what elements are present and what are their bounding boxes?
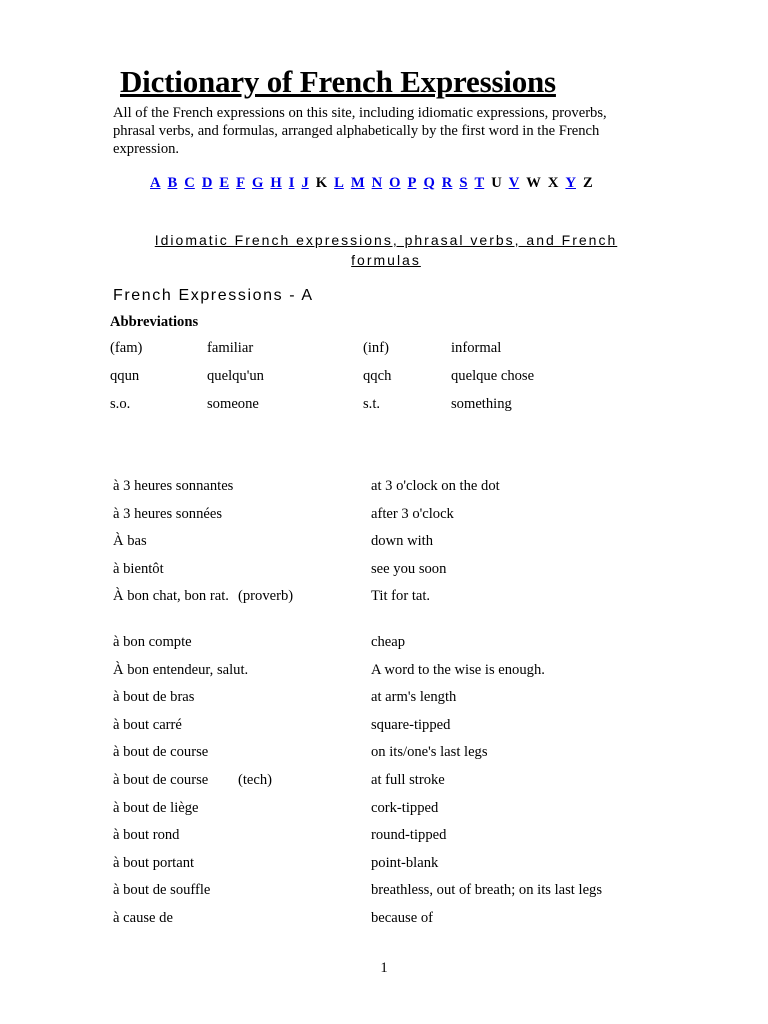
expression-row xyxy=(113,771,633,799)
french-expression: à bientôt xyxy=(113,560,164,577)
alphabet-letter-s[interactable]: S xyxy=(459,175,468,191)
alphabet-letter-u: U xyxy=(491,175,502,191)
alphabet-letter-q[interactable]: Q xyxy=(423,175,435,191)
english-translation: see you soon xyxy=(371,560,447,577)
alphabet-letter-n[interactable]: N xyxy=(371,175,383,191)
alphabet-letter-c[interactable]: C xyxy=(184,175,195,191)
english-translation: cork-tipped xyxy=(371,799,439,816)
expression-row xyxy=(113,881,633,909)
alphabet-letter-y[interactable]: Y xyxy=(565,175,576,191)
english-translation: after 3 o'clock xyxy=(371,505,454,522)
english-translation: on its/one's last legs xyxy=(371,744,488,761)
expression-row xyxy=(113,743,633,771)
intro-paragraph: All of the French expressions on this site, including idiomatic expressions, proverbs, phrasal verbs, and formulas, arranged alphabetically by the first word in the French expression. xyxy=(113,105,607,157)
french-expression: à 3 heures sonnantes xyxy=(113,478,234,494)
french-expression: À bon entendeur, salut. xyxy=(113,661,249,678)
expression-row xyxy=(113,799,633,827)
page-title: Dictionary of French Expressions xyxy=(120,64,556,99)
french-expression: à bout de course xyxy=(113,744,209,761)
abbreviation-row xyxy=(110,340,610,368)
english-translation: A word to the wise is enough. xyxy=(371,661,545,678)
abbreviation-meaning: someone xyxy=(207,396,259,412)
expression-row xyxy=(113,633,633,661)
abbreviation-term: qqch xyxy=(363,368,392,384)
alphabet-letter-t[interactable]: T xyxy=(474,175,485,191)
french-expression: à bout de souffle xyxy=(113,882,211,899)
abbreviation-term: (inf) xyxy=(363,340,389,356)
french-expression: à bout carré xyxy=(113,716,182,733)
english-translation: point-blank xyxy=(371,854,439,871)
abbreviation-meaning: quelqu'un xyxy=(207,368,264,384)
alphabet-letter-e[interactable]: E xyxy=(219,175,230,191)
alphabet-letter-v[interactable]: V xyxy=(508,175,520,191)
french-expression: à bout de liège xyxy=(113,799,199,816)
alphabet-letter-g[interactable]: G xyxy=(252,175,264,191)
expression-row xyxy=(113,909,633,937)
alphabet-letter-o[interactable]: O xyxy=(389,175,401,191)
french-expression: à bout rond xyxy=(113,827,180,844)
abbreviation-meaning: informal xyxy=(451,340,502,356)
abbreviation-term: s.o. xyxy=(110,396,131,412)
expression-row xyxy=(113,661,633,689)
abbreviations-heading: Abbreviations xyxy=(110,314,199,330)
english-translation: square-tipped xyxy=(371,716,451,733)
english-translation: breathless, out of breath; on its last legs xyxy=(371,882,603,899)
abbreviation-term: (fam) xyxy=(110,340,143,356)
section-heading: French Expressions - A xyxy=(113,287,314,304)
abbreviations-table xyxy=(110,340,610,424)
english-translation: at arm's length xyxy=(371,689,457,706)
expression-row xyxy=(113,560,633,588)
alphabet-letter-w: W xyxy=(526,175,541,191)
french-expression: À bon chat, bon rat. xyxy=(113,588,229,605)
english-translation: because of xyxy=(371,909,433,926)
alphabet-letter-r[interactable]: R xyxy=(441,175,453,191)
usage-note: (proverb) xyxy=(238,588,294,605)
french-expression: À bas xyxy=(113,533,147,550)
abbreviation-meaning: familiar xyxy=(207,340,254,356)
alphabet-letter-m[interactable]: M xyxy=(350,175,365,191)
french-expression: à bout portant xyxy=(113,854,195,871)
expressions-list xyxy=(113,477,633,937)
expression-row xyxy=(113,587,633,633)
usage-note: (tech) xyxy=(238,771,273,788)
english-translation: round-tipped xyxy=(371,827,447,844)
abbreviation-row xyxy=(110,396,610,424)
abbreviation-row xyxy=(110,368,610,396)
abbreviation-term: s.t. xyxy=(363,396,381,412)
alphabet-letter-x: X xyxy=(547,175,559,191)
french-expression: à bout de bras xyxy=(113,689,195,706)
alphabet-letter-p[interactable]: P xyxy=(407,175,417,191)
alphabet-letter-f[interactable]: F xyxy=(236,175,246,191)
alphabet-letter-z: Z xyxy=(582,175,593,191)
english-translation: Tit for tat. xyxy=(371,588,431,605)
expression-row xyxy=(113,716,633,744)
english-translation: at full stroke xyxy=(371,771,445,788)
english-translation: down with xyxy=(371,533,434,550)
alphabet-letter-b[interactable]: B xyxy=(167,175,178,191)
abbreviation-term: qqun xyxy=(110,368,140,384)
english-translation: cheap xyxy=(371,633,406,650)
expression-row xyxy=(113,532,633,560)
page-number: 1 xyxy=(380,960,388,976)
french-expression: à cause de xyxy=(113,909,173,926)
alphabet-letter-h[interactable]: H xyxy=(270,175,282,191)
alphabet-letter-i[interactable]: I xyxy=(288,175,295,191)
french-expression: à bon compte xyxy=(113,633,192,650)
alphabet-letter-l[interactable]: L xyxy=(334,175,344,191)
alphabet-nav xyxy=(150,175,600,192)
expression-row xyxy=(113,688,633,716)
alphabet-letter-k: K xyxy=(315,175,328,191)
english-translation: at 3 o'clock on the dot xyxy=(371,478,500,494)
french-expression: à 3 heures sonnées xyxy=(113,505,223,522)
expression-row xyxy=(113,854,633,882)
expression-row xyxy=(113,477,633,505)
alphabet-letter-d[interactable]: D xyxy=(201,175,213,191)
expression-row xyxy=(113,826,633,854)
abbreviation-meaning: quelque chose xyxy=(451,368,535,384)
subtitle-link[interactable]: Idiomatic French expressions, phrasal verbs, and French formulas xyxy=(154,232,618,268)
alphabet-letter-a[interactable]: A xyxy=(150,175,161,191)
french-expression: à bout de course xyxy=(113,771,209,788)
alphabet-letter-j[interactable]: J xyxy=(301,175,309,191)
expression-row xyxy=(113,505,633,533)
abbreviation-meaning: something xyxy=(451,396,512,412)
